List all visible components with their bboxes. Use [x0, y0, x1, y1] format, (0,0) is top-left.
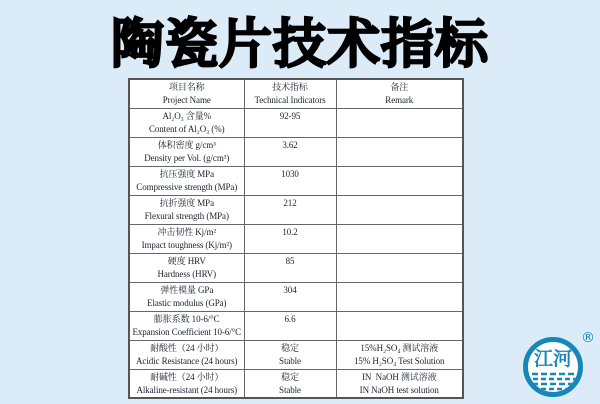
indicator-value-line2: Stable — [279, 384, 301, 395]
remark-line1 — [337, 110, 463, 123]
table-row — [129, 253, 463, 282]
indicator-value-cell — [244, 195, 336, 224]
remark-line2 — [337, 268, 463, 281]
remark-cell — [336, 166, 463, 195]
table-row — [129, 137, 463, 166]
indicator-value-line2 — [245, 152, 336, 165]
project-name-zh: 膨胀系数 10-6/°C — [153, 313, 220, 324]
indicator-value-cell — [244, 137, 336, 166]
project-name-en: Compressive strength (MPa) — [136, 181, 238, 192]
indicator-value-line2: Stable — [279, 355, 301, 366]
jianghe-logo — [513, 329, 599, 399]
col-header-project-name — [129, 79, 244, 108]
remark-cell — [336, 369, 463, 398]
col-header-remark — [336, 79, 463, 108]
project-name-zh: 体积密度 g/cm³ — [157, 139, 216, 150]
project-name-cell — [129, 224, 244, 253]
project-name-cell — [129, 166, 244, 195]
indicator-value-line1: 92-95 — [279, 110, 301, 121]
table-row — [129, 108, 463, 137]
remark-line1 — [337, 255, 463, 268]
indicator-value-cell — [244, 224, 336, 253]
project-name-zh: Al₂O₃ 含量% — [162, 110, 212, 121]
table-row — [129, 340, 463, 369]
col-header-technical-indicators-zh: 技术指标 — [272, 82, 308, 92]
indicator-value-line1: 1030 — [281, 168, 299, 179]
remark-line2 — [337, 210, 463, 223]
remark-cell — [336, 253, 463, 282]
indicator-value-cell — [244, 108, 336, 137]
project-name-cell — [129, 195, 244, 224]
remark-line2: IN NaOH test solution — [359, 384, 439, 395]
table-row — [129, 369, 463, 398]
project-name-en: Content of Al₂O₃ (%) — [148, 123, 225, 134]
project-name-en: Impact toughness (Kj/m²) — [141, 239, 232, 250]
indicator-value-line2 — [245, 239, 336, 252]
project-name-zh: 耐酸性（24 小时） — [150, 342, 224, 353]
remark-line2 — [337, 123, 463, 136]
indicator-value-line1: 212 — [283, 197, 297, 208]
indicator-value-line2 — [245, 297, 336, 310]
indicator-value-line2 — [245, 123, 336, 136]
table-row — [129, 282, 463, 311]
indicator-value-line1: 10.2 — [282, 226, 298, 237]
remark-line2 — [337, 239, 463, 252]
indicator-value-line1: 6.6 — [284, 313, 296, 324]
indicator-value-line2 — [245, 181, 336, 194]
project-name-zh: 耐碱性（24 小时） — [150, 371, 224, 382]
indicator-value-line1: 85 — [285, 255, 295, 266]
table-row — [129, 166, 463, 195]
indicator-value-cell — [244, 369, 336, 398]
indicator-value-line1: 稳定 — [281, 371, 299, 382]
table-row — [129, 195, 463, 224]
registered-trademark-icon: ® — [581, 330, 595, 346]
indicator-value-line2 — [245, 268, 336, 281]
remark-line1 — [337, 139, 463, 152]
table-row — [129, 311, 463, 340]
project-name-zh: 硬度 HRV — [167, 255, 206, 266]
remark-line2: 15% H₂SO₄ Test Solution — [354, 355, 445, 366]
remark-line1 — [337, 197, 463, 210]
remark-cell — [336, 340, 463, 369]
remark-line1: 15%H₂SO₄ 测试溶液 — [360, 342, 439, 353]
indicator-value-cell — [244, 311, 336, 340]
spec-table — [128, 78, 464, 399]
project-name-zh: 冲击韧性 Kj/m² — [157, 226, 216, 237]
project-name-zh: 抗折强度 MPa — [159, 197, 214, 208]
col-header-project-name-en: Project Name — [162, 95, 211, 105]
page-title: 陶瓷片技术指标 — [111, 14, 489, 75]
remark-cell — [336, 311, 463, 340]
indicator-value-cell — [244, 340, 336, 369]
remark-line2 — [337, 181, 463, 194]
remark-line1 — [337, 284, 463, 297]
table-header-row — [129, 79, 463, 108]
col-header-technical-indicators — [244, 79, 336, 108]
indicator-value-cell — [244, 282, 336, 311]
project-name-en: Elastic modulus (GPa) — [147, 297, 227, 308]
project-name-zh: 弹性模量 GPa — [160, 284, 214, 295]
remark-line1: IN NaOH 测试溶液 — [361, 371, 437, 382]
remark-cell — [336, 137, 463, 166]
remark-line2 — [337, 326, 463, 339]
project-name-cell — [129, 311, 244, 340]
remark-cell — [336, 195, 463, 224]
project-name-cell — [129, 108, 244, 137]
table-row — [129, 224, 463, 253]
remark-cell — [336, 108, 463, 137]
remark-line1 — [337, 168, 463, 181]
indicator-value-cell — [244, 166, 336, 195]
indicator-value-line1: 304 — [283, 284, 297, 295]
project-name-en: Flexural strength (MPa) — [144, 210, 229, 221]
jianghe-logo-graphic — [513, 329, 599, 399]
indicator-value-line1: 稳定 — [281, 342, 299, 353]
project-name-cell — [129, 369, 244, 398]
indicator-value-line2 — [245, 326, 336, 339]
remark-cell — [336, 282, 463, 311]
indicator-value-line1: 3.62 — [282, 139, 298, 150]
remark-line2 — [337, 297, 463, 310]
col-header-remark-zh: 备注 — [390, 82, 409, 92]
project-name-en: Acidic Resistance (24 hours) — [136, 355, 238, 366]
project-name-zh: 抗压强度 MPa — [159, 168, 214, 179]
remark-line1 — [337, 226, 463, 239]
col-header-technical-indicators-en: Technical Indicators — [254, 95, 326, 105]
indicator-value-cell — [244, 253, 336, 282]
project-name-cell — [129, 137, 244, 166]
col-header-remark-en: Remark — [385, 95, 414, 105]
project-name-en: Alkaline-resistant (24 hours) — [136, 384, 238, 395]
project-name-cell — [129, 340, 244, 369]
project-name-en: Density per Vol. (g/cm³) — [144, 152, 230, 163]
remark-line1 — [337, 313, 463, 326]
project-name-cell — [129, 253, 244, 282]
project-name-en: Hardness (HRV) — [157, 268, 217, 279]
indicator-value-line2 — [245, 210, 336, 223]
logo-text: 江河 — [533, 348, 573, 370]
remark-cell — [336, 224, 463, 253]
project-name-en: Expansion Coefficient 10-6/°C — [132, 326, 241, 337]
col-header-project-name-zh: 项目名称 — [168, 82, 205, 92]
project-name-cell — [129, 282, 244, 311]
remark-line2 — [337, 152, 463, 165]
